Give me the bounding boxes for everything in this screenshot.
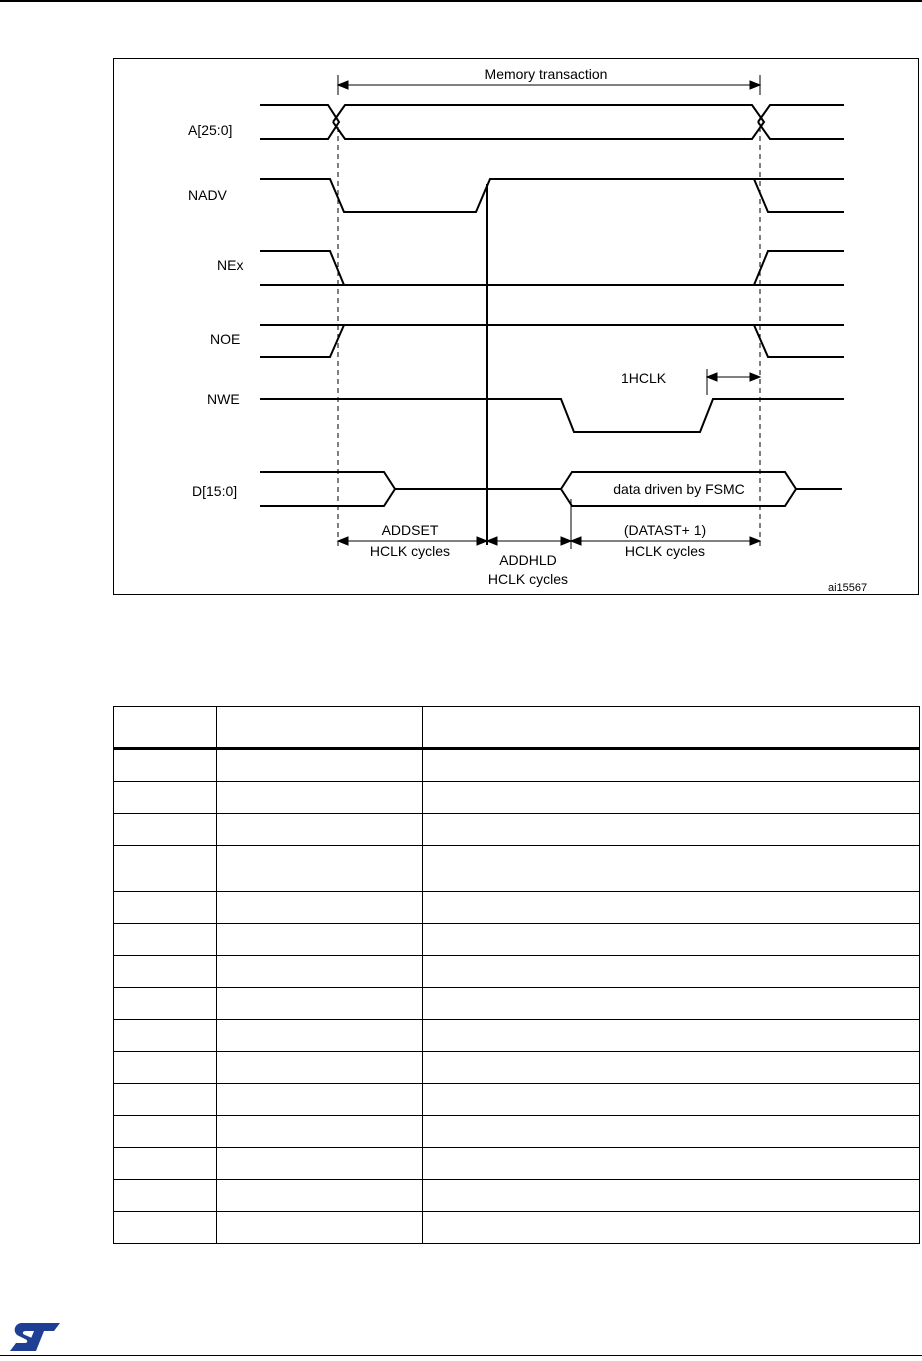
table-cell: [423, 1116, 920, 1148]
waveform-nex: [260, 251, 844, 285]
table-row: [114, 1148, 920, 1180]
data-driven-label: data driven by FSMC: [613, 481, 745, 497]
datast-label-2: HCLK cycles: [624, 543, 706, 559]
table-cell: [114, 892, 217, 924]
addhld-label-2: HCLK cycles: [487, 571, 569, 587]
table-cell: [114, 814, 217, 846]
waveform-data: [260, 472, 842, 506]
table-cell: [217, 846, 423, 892]
one-hclk-arrow: [707, 369, 760, 395]
table-row: [114, 846, 920, 892]
table-cell: [114, 988, 217, 1020]
table-cell: [423, 1052, 920, 1084]
footer-rule: [0, 1355, 922, 1356]
table-cell: [114, 1116, 217, 1148]
table-row: [114, 749, 920, 782]
table-header-cell: [217, 707, 423, 749]
table-cell: [423, 1212, 920, 1244]
table-cell: [423, 1148, 920, 1180]
table-cell: [217, 1052, 423, 1084]
table-row: [114, 1084, 920, 1116]
table-cell: [114, 1180, 217, 1212]
table-row: [114, 1116, 920, 1148]
signal-label-noe: NOE: [210, 331, 241, 347]
table-row: [114, 892, 920, 924]
table-cell: [217, 1212, 423, 1244]
register-table: [113, 706, 920, 1244]
table-cell: [114, 956, 217, 988]
signal-label-nwe: NWE: [207, 391, 240, 407]
table-cell: [114, 749, 217, 782]
table-cell: [217, 782, 423, 814]
table-cell: [114, 1148, 217, 1180]
table-cell: [217, 1020, 423, 1052]
table-cell: [217, 1084, 423, 1116]
table-cell: [423, 988, 920, 1020]
table-row: [114, 956, 920, 988]
table-header-cell: [423, 707, 920, 749]
table-cell: [114, 782, 217, 814]
table-header-cell: [114, 707, 217, 749]
signal-label-nex: NEx: [217, 257, 244, 273]
table-cell: [114, 1052, 217, 1084]
table-cell: [217, 814, 423, 846]
table-header-row: [114, 707, 920, 749]
table-cell: [217, 1116, 423, 1148]
addset-label-1: ADDSET: [381, 522, 439, 538]
datast-label-1: (DATAST+ 1): [623, 522, 707, 538]
table-cell: [114, 1212, 217, 1244]
waveform-noe: [260, 325, 844, 357]
table-cell: [423, 1084, 920, 1116]
table-cell: [423, 846, 920, 892]
timing-diagram-figure: [113, 58, 919, 595]
addset-label-2: HCLK cycles: [369, 543, 451, 559]
table-row: [114, 1020, 920, 1052]
addhld-label-1: ADDHLD: [499, 552, 557, 568]
table-cell: [423, 892, 920, 924]
table-cell: [217, 892, 423, 924]
waveform-nwe: [260, 399, 844, 432]
waveform-nadv: [260, 179, 844, 212]
table-row: [114, 1212, 920, 1244]
table-cell: [217, 1180, 423, 1212]
table-cell: [114, 846, 217, 892]
table-cell: [114, 1020, 217, 1052]
top-rule: [0, 0, 922, 2]
table-row: [114, 814, 920, 846]
table-row: [114, 924, 920, 956]
table-cell: [114, 924, 217, 956]
table-cell: [423, 924, 920, 956]
table-cell: [423, 782, 920, 814]
table-cell: [423, 749, 920, 782]
table-cell: [217, 988, 423, 1020]
table-row: [114, 988, 920, 1020]
table-cell: [217, 924, 423, 956]
table-cell: [423, 814, 920, 846]
signal-label-address: A[25:0]: [188, 122, 233, 138]
table-cell: [114, 1084, 217, 1116]
table-row: [114, 1052, 920, 1084]
table-cell: [217, 749, 423, 782]
st-logo-icon: [8, 1321, 62, 1353]
table-cell: [423, 1180, 920, 1212]
figure-id: ai15567: [828, 582, 868, 594]
waveform-address: [260, 105, 844, 139]
memory-transaction-label: Memory transaction: [484, 66, 608, 82]
signal-label-data: D[15:0]: [192, 483, 238, 499]
table-row: [114, 782, 920, 814]
table-cell: [217, 956, 423, 988]
timing-diagram: [114, 59, 920, 596]
table-row: [114, 1180, 920, 1212]
table-cell: [423, 1020, 920, 1052]
signal-label-nadv: NADV: [188, 187, 227, 203]
table-cell: [217, 1148, 423, 1180]
table-cell: [423, 956, 920, 988]
one-hclk-label: 1HCLK: [621, 370, 667, 386]
